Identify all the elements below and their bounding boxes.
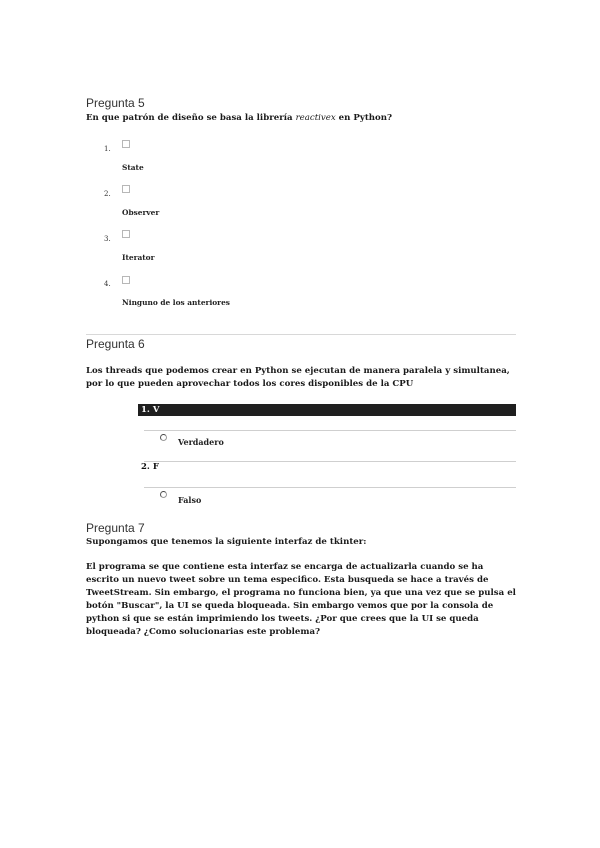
question-6-title: Pregunta 6 xyxy=(86,337,145,351)
section-divider xyxy=(86,334,516,335)
option-3-label: Iterator xyxy=(122,253,155,262)
choice-v-rule xyxy=(144,430,516,431)
choice-v-header: 1. V xyxy=(138,404,516,416)
option-2-checkbox[interactable] xyxy=(122,185,130,193)
option-4-number: 4. xyxy=(104,280,111,288)
choice-f-radio[interactable] xyxy=(160,491,167,498)
question-5-title: Pregunta 5 xyxy=(86,96,145,110)
question-7-title: Pregunta 7 xyxy=(86,521,145,535)
question-5-text-part2: en Python? xyxy=(335,113,393,123)
choice-v-label: Verdadero xyxy=(178,437,224,447)
question-5-text-em: reactivex xyxy=(295,113,336,123)
option-1-checkbox[interactable] xyxy=(122,140,130,148)
question-5-text xyxy=(86,112,516,125)
choice-f-label: Falso xyxy=(178,495,202,505)
question-5-text-part1: En que patrón de diseño se basa la librería xyxy=(86,113,296,123)
choice-f-top-rule xyxy=(144,461,516,462)
option-1-label: State xyxy=(122,163,144,172)
option-4-checkbox[interactable] xyxy=(122,276,130,284)
option-4-label: Ninguno de los anteriores xyxy=(122,298,230,307)
question-6-text: Los threads que podemos crear en Python se ejecutan de manera paralela y simultanea, por lo que pueden aprovechar todos los cores disponibles de la CPU xyxy=(86,366,510,389)
choice-f-rule xyxy=(144,487,516,488)
option-1-number: 1. xyxy=(104,145,111,153)
choice-f-header: 2. F xyxy=(141,462,159,472)
option-3-checkbox[interactable] xyxy=(122,230,130,238)
option-2-number: 2. xyxy=(104,190,111,198)
question-7-body: El programa se que contiene esta interfaz se encarga de actualizarla cuando se ha escrito un nuevo tweet sobre un tema especifico. Esta busqueda se hace a través de TweetStream. Sin embargo, el programa no funciona bien, ya que una vez que se pulsa el botón "Buscar", la UI se queda bloqueada. Sin embargo vemos que por la consola de python si que se están imprimiendo los tweets. ¿Por que crees que la UI se queda bloqueada? ¿Como solucionarias este problema? xyxy=(86,562,516,637)
option-3-number: 3. xyxy=(104,235,111,243)
option-2-label: Observer xyxy=(122,208,160,217)
choice-v-radio[interactable] xyxy=(160,434,167,441)
question-7-intro: Supongamos que tenemos la siguiente interfaz de tkinter: xyxy=(86,537,367,547)
